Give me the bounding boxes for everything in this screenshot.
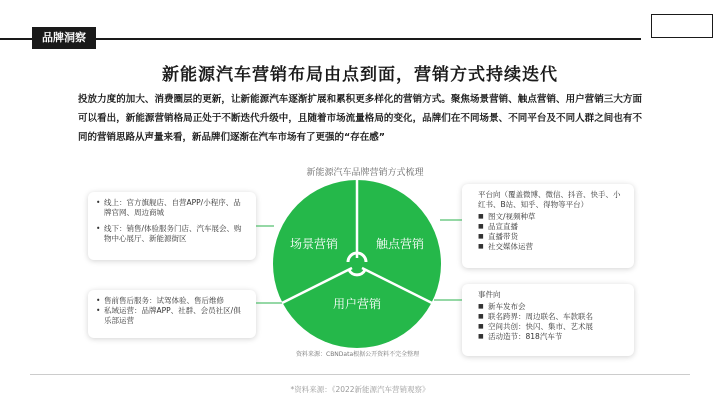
event-item: ■ 新车发布会 [470,302,626,312]
scene-offline-item: • 线下：销售/体验服务门店、汽车展会、购物中心展厅、新能源街区 [96,224,248,244]
platform-touchpoint-card [462,184,634,268]
header-rule [0,38,641,40]
segment-touchpoint-label: 触点营销 [375,237,425,251]
event-item: ■ 联名跨界：周边联名、车款联名 [470,312,626,322]
page-number-box [651,14,713,38]
segment-scene-label: 场景营销 [289,237,339,251]
page-title: 新能源汽车营销布局由点到面，营销方式持续迭代 [162,65,558,85]
marketing-circle-diagram [252,178,462,348]
platform-item: ■ 社交媒体运营 [470,242,626,252]
section-tag: 品牌洞察 [32,27,96,49]
user-private-item: • 私域运营：品牌APP、社群、会员社区/俱乐部运营 [96,306,248,326]
platform-item: ■ 直播带货 [470,232,626,242]
user-service-item: • 售前售后服务：试驾体验、售后维修 [96,296,248,306]
footer-rule [30,374,690,375]
footer-source: *资料来源：《2022新能源汽车营销观察》 [290,385,430,394]
segment-user-label: 用户营销 [332,297,382,311]
user-marketing-card [88,290,256,338]
event-touchpoint-card [462,284,634,356]
intro-paragraph: 投放力度的加大、消费圈层的更新，让新能源汽车逐渐扩展和累积更多样化的营销方式。聚焦场景营销、触点营销、用户营销三大方面可以看出，新能源营销格局正处于不断迭代升级中，且随着市场流量格局的变化，品牌们在不同场景、不同平台及不同人群之间也有不同的营销思路从声量来看，新品牌们逐渐在汽车市场有了更强的“存在感” [78,94,642,143]
scene-online-item: • 线上：官方旗舰店、自营APP/小程序、品牌官网、周边商城 [96,198,248,218]
diagram-source: 资料来源：CBNData根据公开资料不完全整理 [296,351,420,358]
platform-heading: 平台向（覆盖微博、微信、抖音、快手、小红书、B站、知乎、得物等平台） [478,190,621,209]
diagram-title: 新能源汽车品牌营销方式梳理 [306,168,424,178]
event-item: ■ 活动造节：818汽车节 [470,332,626,342]
event-heading: 事件向 [478,290,501,299]
platform-item: ■ 图文/视频种草 [470,212,626,222]
platform-item: ■ 品宣直播 [470,222,626,232]
scene-marketing-card [88,192,256,260]
event-item: ■ 空间共创：快闪、集市、艺术展 [470,322,626,332]
